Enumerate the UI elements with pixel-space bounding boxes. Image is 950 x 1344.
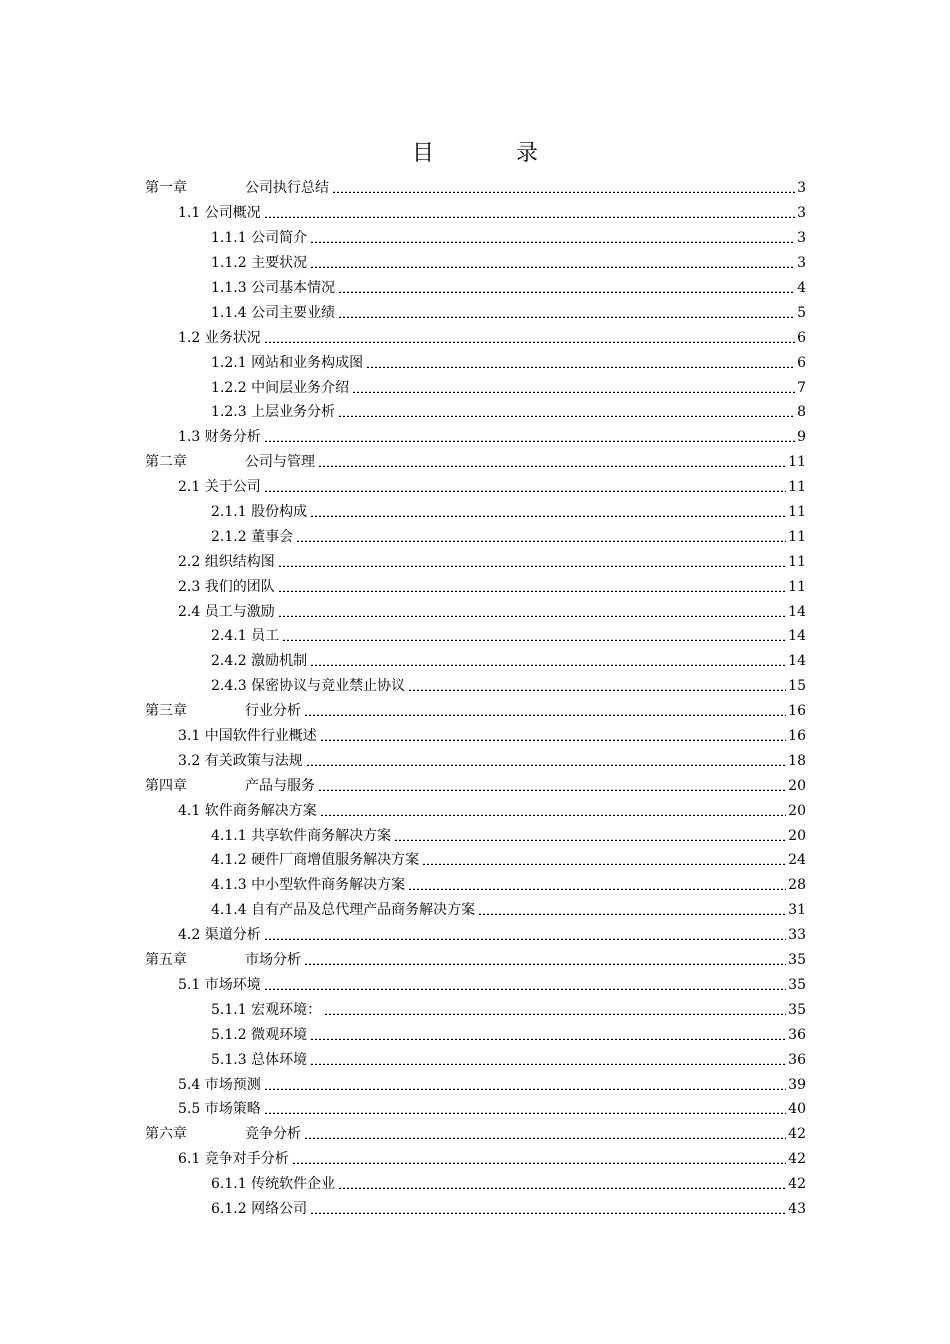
toc-entry-page: 5 bbox=[797, 304, 806, 321]
toc-entry-text: 市场预测 bbox=[204, 1076, 261, 1093]
dot-leader bbox=[282, 631, 786, 641]
toc-entry[interactable] bbox=[0, 1147, 806, 1172]
toc-entry-number: 2.4 bbox=[178, 603, 201, 620]
toc-entry-number: 1.1.1 bbox=[211, 230, 247, 247]
dot-leader bbox=[264, 208, 795, 218]
table-of-contents bbox=[0, 176, 950, 1221]
toc-entry[interactable] bbox=[0, 276, 806, 301]
toc-entry[interactable] bbox=[0, 350, 806, 375]
toc-entry[interactable] bbox=[0, 773, 806, 798]
toc-entry-page: 6 bbox=[797, 329, 806, 346]
toc-entry-page: 40 bbox=[788, 1101, 806, 1118]
toc-entry-page: 11 bbox=[788, 553, 806, 570]
dot-leader bbox=[338, 308, 795, 318]
toc-entry-number: 1.1.2 bbox=[211, 255, 247, 272]
toc-entry[interactable] bbox=[0, 201, 806, 226]
toc-entry-number: 2.4.1 bbox=[211, 628, 247, 645]
toc-entry-number: 6.1.1 bbox=[211, 1176, 247, 1193]
toc-entry[interactable] bbox=[0, 948, 806, 973]
toc-entry-number: 6.1 bbox=[178, 1151, 201, 1168]
toc-entry-number: 4.1.4 bbox=[211, 902, 247, 919]
dot-leader bbox=[304, 955, 786, 965]
toc-entry-page: 24 bbox=[788, 852, 806, 869]
toc-entry[interactable] bbox=[0, 1197, 806, 1222]
toc-entry[interactable] bbox=[0, 300, 806, 325]
toc-entry-page: 11 bbox=[788, 454, 806, 471]
toc-entry[interactable] bbox=[0, 1047, 806, 1072]
dot-leader bbox=[332, 183, 795, 193]
dot-leader bbox=[320, 806, 786, 816]
toc-entry-number: 1.1.4 bbox=[211, 304, 247, 321]
toc-entry-page: 20 bbox=[788, 777, 806, 794]
toc-entry[interactable] bbox=[0, 823, 806, 848]
toc-entry[interactable] bbox=[0, 748, 806, 773]
toc-entry-text: 自有产品及总代理产品商务解决方案 bbox=[251, 902, 476, 919]
toc-entry-page: 3 bbox=[797, 230, 806, 247]
toc-entry[interactable] bbox=[0, 400, 806, 425]
toc-entry[interactable] bbox=[0, 251, 806, 276]
toc-title: 目 录 bbox=[411, 141, 568, 166]
toc-entry-number: 1.3 bbox=[178, 429, 201, 446]
toc-entry-page: 33 bbox=[788, 927, 806, 944]
toc-entry-number: 第二章 bbox=[145, 454, 187, 471]
toc-entry[interactable] bbox=[0, 898, 806, 923]
toc-entry-number: 1.2.3 bbox=[211, 404, 247, 421]
toc-entry-page: 28 bbox=[788, 877, 806, 894]
toc-entry-text: 激励机制 bbox=[251, 653, 308, 670]
dot-leader bbox=[338, 1179, 786, 1189]
toc-entry-page: 20 bbox=[788, 802, 806, 819]
toc-entry-number: 3.2 bbox=[178, 752, 201, 769]
toc-entry-page: 14 bbox=[788, 603, 806, 620]
toc-entry[interactable] bbox=[0, 848, 806, 873]
toc-entry-text: 市场策略 bbox=[204, 1101, 261, 1118]
toc-entry[interactable] bbox=[0, 1072, 806, 1097]
toc-entry-number: 4.1.2 bbox=[211, 852, 247, 869]
toc-entry-text: 传统软件企业 bbox=[251, 1176, 336, 1193]
toc-entry-text: 网站和业务构成图 bbox=[251, 354, 364, 371]
dot-leader bbox=[318, 457, 786, 467]
toc-entry[interactable] bbox=[0, 699, 806, 724]
toc-entry-page: 11 bbox=[788, 504, 806, 521]
toc-entry-text: 员工与激励 bbox=[204, 603, 275, 620]
toc-entry-number: 1.1.3 bbox=[211, 280, 247, 296]
toc-entry[interactable] bbox=[0, 549, 806, 574]
dot-leader bbox=[292, 1154, 786, 1164]
toc-entry[interactable] bbox=[0, 1022, 806, 1047]
dot-leader bbox=[310, 258, 795, 268]
toc-entry-number: 第四章 bbox=[145, 777, 187, 794]
toc-entry-number: 第一章 bbox=[145, 180, 187, 197]
toc-entry-text: 保密协议与竞业禁止协议 bbox=[251, 678, 406, 695]
toc-entry[interactable] bbox=[0, 724, 806, 749]
dot-leader bbox=[352, 383, 795, 393]
toc-entry-page: 3 bbox=[797, 255, 806, 272]
toc-entry-page: 11 bbox=[788, 578, 806, 595]
toc-entry[interactable] bbox=[0, 674, 806, 699]
toc-entry[interactable] bbox=[0, 524, 806, 549]
toc-entry-text: 公司执行总结 bbox=[245, 180, 329, 197]
toc-entry[interactable] bbox=[0, 176, 806, 201]
toc-entry-number: 4.1 bbox=[178, 802, 201, 819]
dot-leader bbox=[310, 1030, 786, 1040]
toc-entry-text: 公司与管理 bbox=[245, 454, 315, 471]
dot-leader bbox=[264, 980, 786, 990]
toc-entry[interactable] bbox=[0, 873, 806, 898]
dot-leader bbox=[310, 233, 795, 243]
toc-entry-number: 1.2.2 bbox=[211, 379, 247, 396]
dot-leader bbox=[422, 855, 786, 865]
dot-leader bbox=[310, 656, 786, 666]
toc-entry-number: 2.4.3 bbox=[211, 678, 247, 695]
toc-entry-number: 2.2 bbox=[178, 553, 201, 570]
toc-entry-page: 11 bbox=[788, 528, 806, 545]
toc-entry-text: 公司主要业绩 bbox=[251, 304, 336, 321]
toc-entry-page: 36 bbox=[788, 1051, 806, 1068]
toc-entry[interactable] bbox=[0, 1122, 806, 1147]
dot-leader bbox=[264, 1080, 786, 1090]
toc-entry[interactable] bbox=[0, 1097, 806, 1122]
toc-entry-page: 35 bbox=[788, 952, 806, 969]
toc-entry-page: 16 bbox=[788, 703, 806, 720]
toc-entry[interactable] bbox=[0, 475, 806, 500]
toc-entry-text: 公司概况 bbox=[204, 205, 261, 222]
toc-entry-number: 1.1 bbox=[178, 205, 201, 222]
toc-entry-text: 董事会 bbox=[251, 528, 294, 545]
toc-entry-page: 31 bbox=[788, 902, 806, 919]
dot-leader bbox=[278, 607, 786, 617]
toc-entry-number: 1.2.1 bbox=[211, 354, 247, 371]
toc-entry-text: 主要状况 bbox=[251, 255, 308, 272]
toc-entry-text: 财务分析 bbox=[204, 429, 261, 446]
toc-entry[interactable] bbox=[0, 500, 806, 525]
toc-entry-number: 2.3 bbox=[178, 578, 201, 595]
toc-entry-page: 18 bbox=[788, 752, 806, 769]
toc-entry-number: 2.1.1 bbox=[211, 504, 247, 521]
toc-entry-number: 5.5 bbox=[178, 1101, 201, 1118]
dot-leader bbox=[264, 1104, 786, 1114]
toc-entry[interactable] bbox=[0, 325, 806, 350]
toc-entry[interactable] bbox=[0, 973, 806, 998]
toc-entry-text: 共享软件商务解决方案 bbox=[251, 827, 392, 844]
dot-leader bbox=[338, 407, 795, 417]
toc-entry[interactable] bbox=[0, 798, 806, 823]
toc-entry-text: 上层业务分析 bbox=[251, 404, 336, 421]
dot-leader bbox=[320, 731, 786, 741]
dot-leader bbox=[264, 482, 786, 492]
toc-entry-text: 产品与服务 bbox=[245, 777, 315, 794]
toc-entry-page: 42 bbox=[788, 1151, 806, 1168]
toc-entry-text: 渠道分析 bbox=[204, 927, 261, 944]
toc-entry-number: 4.1.3 bbox=[211, 877, 247, 894]
toc-entry[interactable] bbox=[0, 425, 806, 450]
toc-entry-number: 第三章 bbox=[145, 703, 187, 720]
toc-entry-text: 组织结构图 bbox=[204, 553, 275, 570]
dot-leader bbox=[310, 507, 786, 517]
toc-entry-text: 竞争对手分析 bbox=[204, 1151, 289, 1168]
toc-entry-number: 5.1.3 bbox=[211, 1051, 247, 1068]
toc-entry-text: 公司简介 bbox=[251, 230, 308, 247]
toc-entry[interactable] bbox=[0, 997, 806, 1022]
toc-entry-text: 中小型软件商务解决方案 bbox=[251, 877, 406, 894]
toc-entry-text: 中国软件行业概述 bbox=[204, 728, 317, 745]
toc-entry-page: 20 bbox=[788, 827, 806, 844]
toc-entry[interactable] bbox=[0, 574, 806, 599]
toc-entry[interactable] bbox=[0, 649, 806, 674]
toc-entry-text: 关于公司 bbox=[204, 479, 261, 496]
toc-entry-page: 35 bbox=[788, 1001, 806, 1018]
toc-entry-text: 硬件厂商增值服务解决方案 bbox=[251, 852, 420, 869]
toc-entry[interactable] bbox=[0, 450, 806, 475]
toc-entry-page: 42 bbox=[788, 1126, 806, 1143]
toc-entry-page: 15 bbox=[788, 678, 806, 695]
toc-entry-text: 软件商务解决方案 bbox=[204, 802, 317, 819]
toc-entry-number: 6.1.2 bbox=[211, 1200, 247, 1217]
dot-leader bbox=[408, 681, 786, 691]
toc-entry-number: 2.1 bbox=[178, 479, 201, 496]
toc-entry-number: 第五章 bbox=[145, 952, 187, 969]
toc-entry-number: 4.1.1 bbox=[211, 827, 247, 844]
dot-leader bbox=[278, 582, 786, 592]
toc-entry-text: 总体环境 bbox=[251, 1051, 308, 1068]
dot-leader bbox=[264, 432, 795, 442]
toc-entry[interactable] bbox=[0, 599, 806, 624]
toc-entry-page: 42 bbox=[788, 1176, 806, 1193]
toc-entry-number: 3.1 bbox=[178, 728, 201, 745]
toc-entry-page: 35 bbox=[788, 976, 806, 993]
toc-entry-text: 市场环境 bbox=[204, 976, 261, 993]
toc-entry-page: 39 bbox=[788, 1076, 806, 1093]
dot-leader bbox=[394, 831, 786, 841]
toc-entry-page: 3 bbox=[797, 180, 806, 197]
dot-leader bbox=[310, 1204, 786, 1214]
dot-leader bbox=[306, 756, 786, 766]
toc-entry-number: 5.1.2 bbox=[211, 1026, 247, 1043]
toc-entry-number: 第六章 bbox=[145, 1126, 187, 1143]
toc-entry-text: 市场分析 bbox=[245, 952, 301, 969]
toc-entry-number: 5.1.1 bbox=[211, 1001, 247, 1018]
toc-entry-text: 员工 bbox=[251, 628, 280, 645]
dot-leader bbox=[318, 781, 786, 791]
dot-leader bbox=[264, 333, 795, 343]
toc-entry-text: 宏观环境： bbox=[251, 1001, 322, 1018]
toc-entry-text: 行业分析 bbox=[245, 703, 301, 720]
toc-entry-page: 43 bbox=[788, 1200, 806, 1217]
toc-entry-text: 我们的团队 bbox=[204, 578, 275, 595]
toc-entry-number: 5.4 bbox=[178, 1076, 201, 1093]
dot-leader bbox=[478, 905, 786, 915]
dot-leader bbox=[366, 358, 795, 368]
toc-entry[interactable] bbox=[0, 226, 806, 251]
toc-entry-page: 3 bbox=[797, 205, 806, 222]
toc-entry-page: 16 bbox=[788, 728, 806, 745]
toc-entry-page: 6 bbox=[797, 354, 806, 371]
toc-entry-text: 网络公司 bbox=[251, 1200, 308, 1217]
dot-leader bbox=[304, 706, 786, 716]
toc-entry-number: 5.1 bbox=[178, 976, 201, 993]
toc-entry-text: 中间层业务介绍 bbox=[251, 379, 350, 396]
toc-entry-text: 公司基本情况 bbox=[251, 280, 336, 296]
toc-entry[interactable] bbox=[0, 923, 806, 948]
dot-leader bbox=[278, 557, 786, 567]
dot-leader bbox=[324, 1005, 786, 1015]
dot-leader bbox=[408, 880, 786, 890]
toc-entry-page: 11 bbox=[788, 479, 806, 496]
dot-leader bbox=[338, 283, 795, 293]
toc-entry-number: 2.4.2 bbox=[211, 653, 247, 670]
toc-entry[interactable] bbox=[0, 624, 806, 649]
toc-entry-number: 2.1.2 bbox=[211, 528, 247, 545]
toc-entry[interactable] bbox=[0, 375, 806, 400]
toc-entry-text: 有关政策与法规 bbox=[204, 752, 303, 769]
toc-entry-text: 微观环境 bbox=[251, 1026, 308, 1043]
dot-leader bbox=[296, 532, 786, 542]
toc-entry[interactable] bbox=[0, 1172, 806, 1197]
toc-entry-page: 9 bbox=[797, 429, 806, 446]
toc-entry-text: 竞争分析 bbox=[245, 1126, 301, 1143]
toc-entry-page: 36 bbox=[788, 1026, 806, 1043]
dot-leader bbox=[310, 1055, 786, 1065]
toc-entry-page: 4 bbox=[797, 280, 806, 296]
toc-entry-number: 4.2 bbox=[178, 927, 201, 944]
toc-entry-number: 1.2 bbox=[178, 329, 201, 346]
toc-entry-page: 7 bbox=[797, 379, 806, 396]
toc-entry-text: 业务状况 bbox=[204, 329, 261, 346]
toc-entry-text: 股份构成 bbox=[251, 504, 308, 521]
toc-entry-page: 14 bbox=[788, 653, 806, 670]
dot-leader bbox=[264, 930, 786, 940]
toc-entry-page: 14 bbox=[788, 628, 806, 645]
dot-leader bbox=[304, 1129, 786, 1139]
toc-entry-page: 8 bbox=[797, 404, 806, 421]
